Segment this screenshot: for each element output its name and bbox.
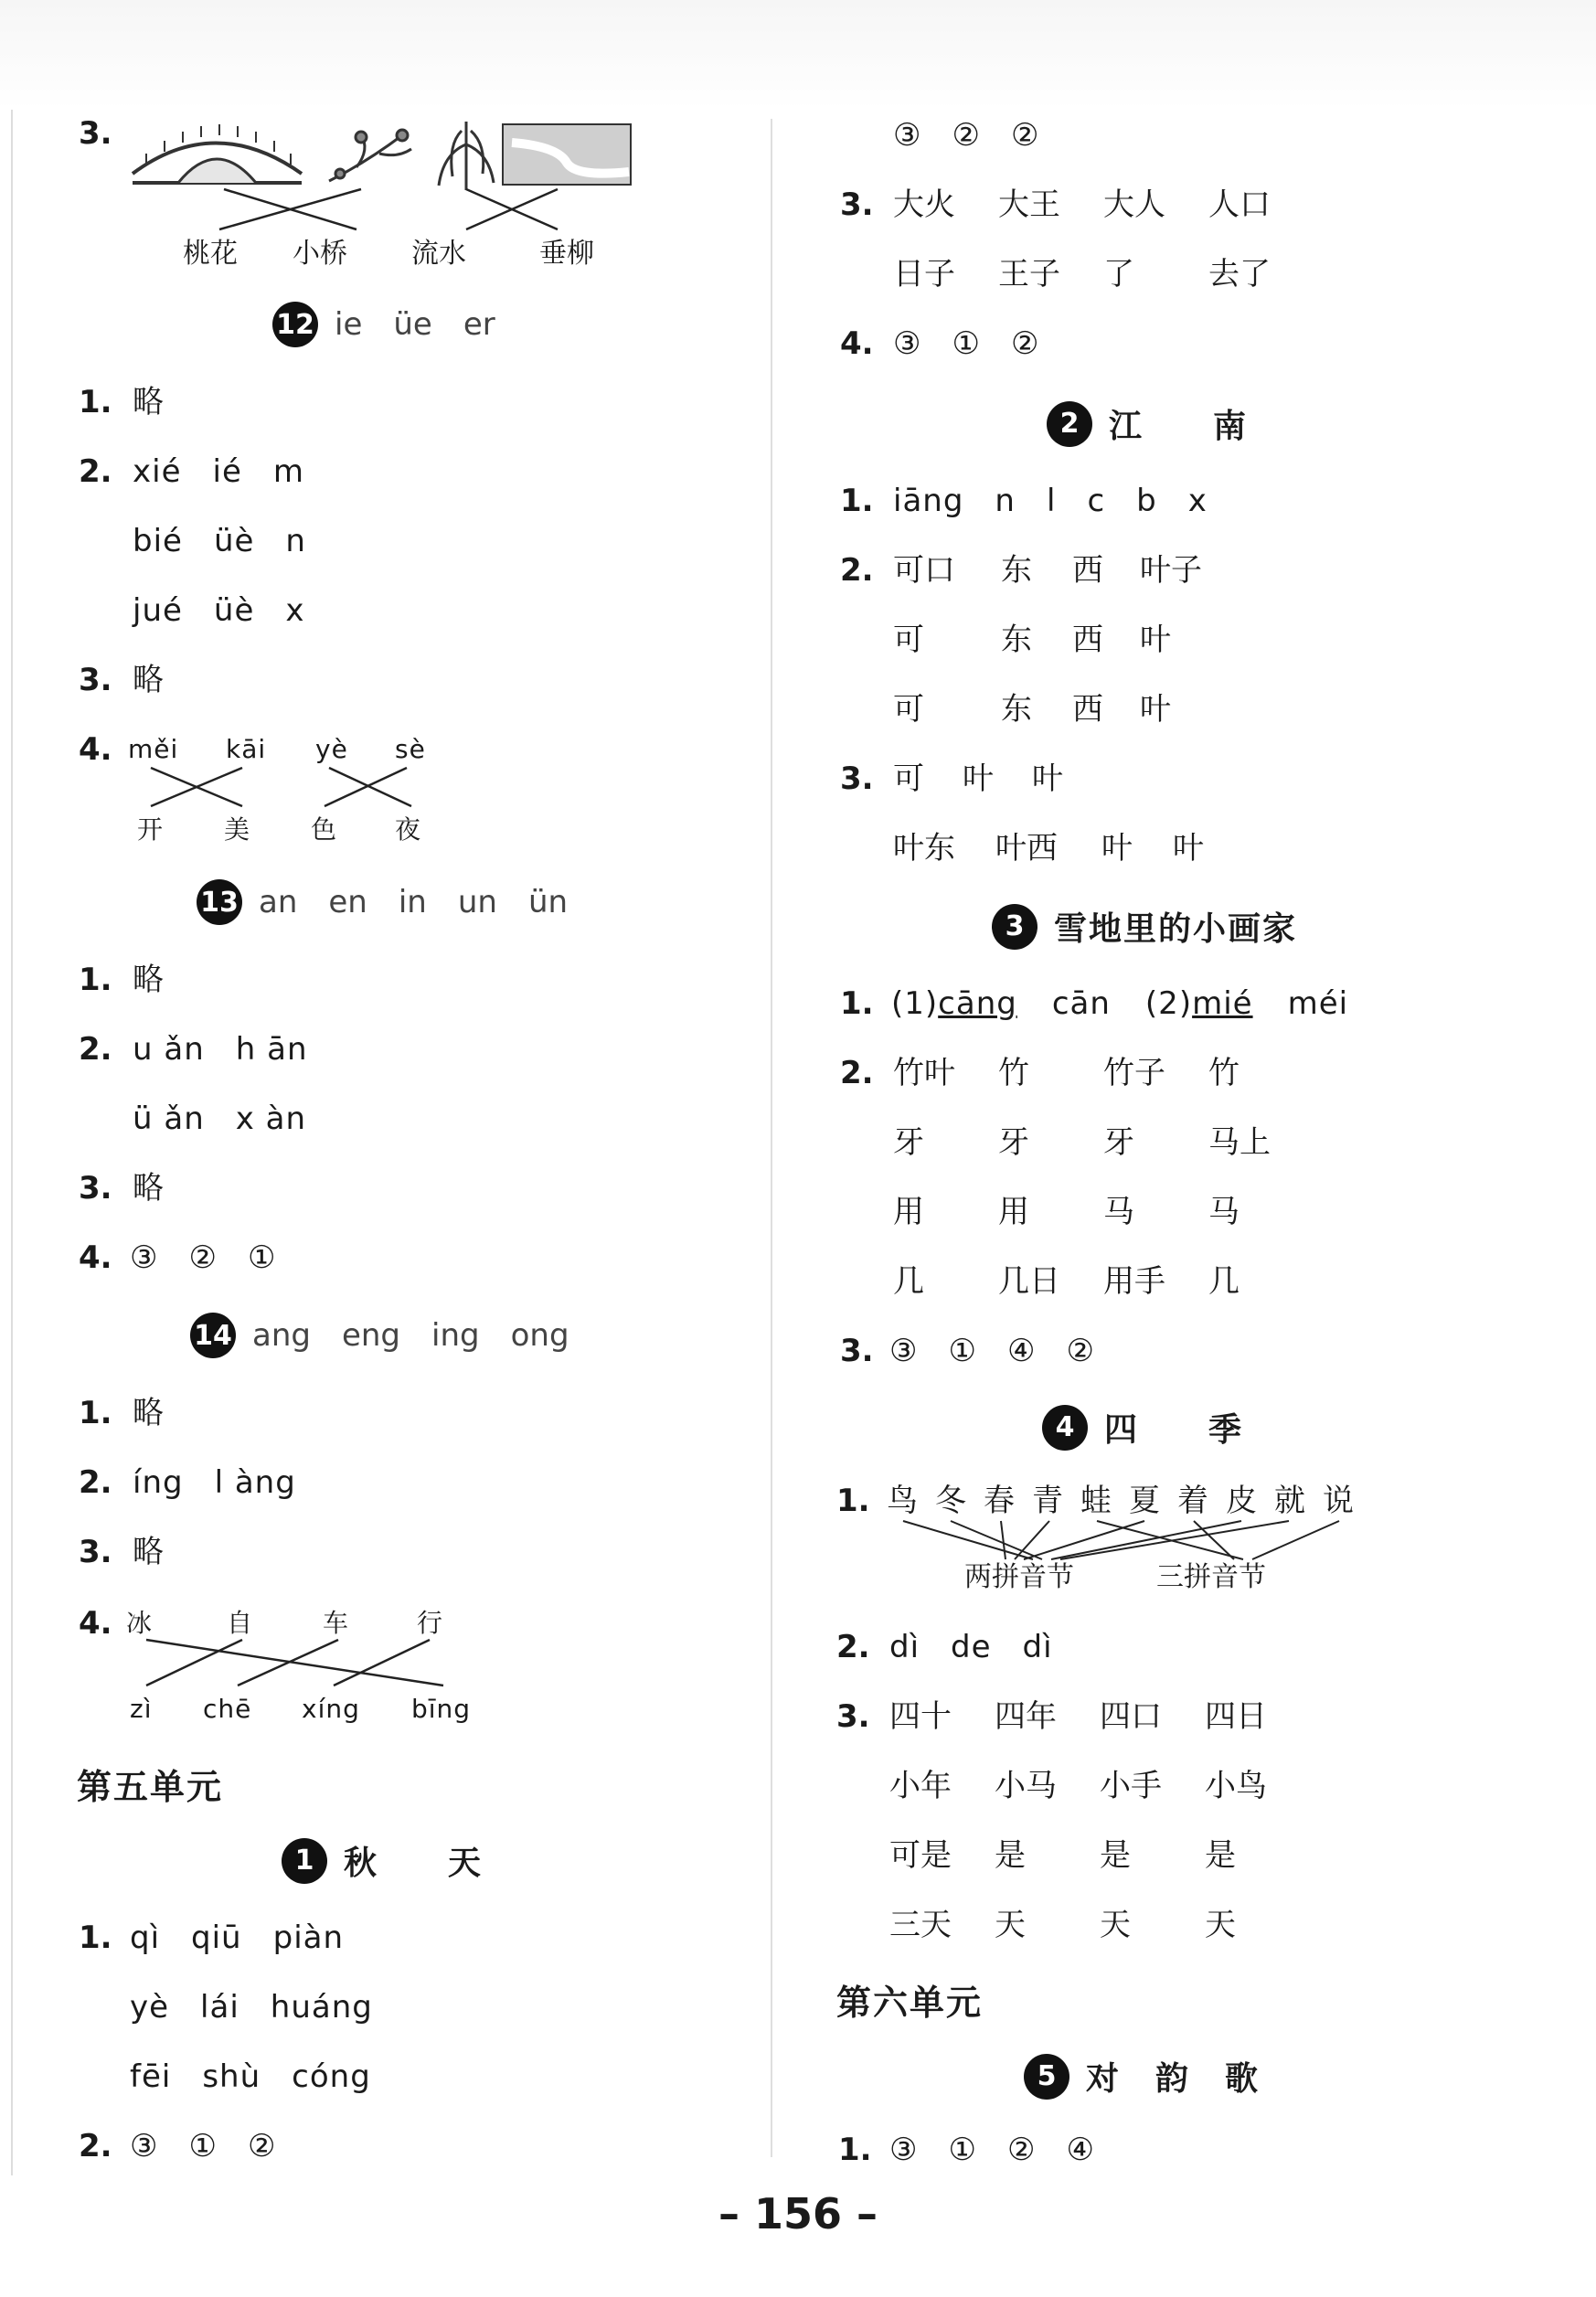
character: 车 bbox=[323, 1608, 349, 1638]
word: 马 bbox=[1208, 1194, 1240, 1230]
word: 用 bbox=[998, 1194, 1029, 1230]
word: 小马 bbox=[995, 1768, 1057, 1804]
circled-number: ③ bbox=[889, 1333, 918, 1369]
lesson-title: 秋 天 bbox=[344, 1845, 484, 1882]
pinyin: kāi bbox=[226, 734, 267, 764]
pinyin: shù bbox=[202, 2058, 261, 2095]
matching-lines bbox=[128, 187, 640, 233]
unit-title: 第六单元 bbox=[836, 1983, 984, 2023]
lesson-5-heading bbox=[1024, 2053, 1260, 2100]
pinyin: qiū bbox=[191, 1919, 242, 1956]
lesson-number-badge: 12 bbox=[272, 302, 318, 347]
word: 四口 bbox=[1100, 1698, 1162, 1735]
answer-row bbox=[889, 1629, 1084, 1665]
scene-illustrations bbox=[128, 117, 640, 190]
pinyin: ü ǎn bbox=[133, 1101, 205, 1137]
group-label: 三拼音节 bbox=[1156, 1561, 1266, 1593]
lesson-number-badge: 5 bbox=[1024, 2054, 1069, 2100]
pinyin: üè bbox=[213, 592, 255, 629]
word: 了 bbox=[1103, 256, 1134, 292]
word: 叶 bbox=[1032, 760, 1063, 797]
sound: üe bbox=[393, 306, 432, 343]
word: 西 bbox=[1072, 622, 1103, 658]
pinyin: yè bbox=[315, 734, 348, 764]
question-number: 3. bbox=[79, 662, 112, 698]
question-number: 4. bbox=[79, 731, 112, 768]
answer-text: 略 bbox=[133, 1170, 164, 1207]
pinyin: piàn bbox=[272, 1919, 345, 1956]
character: 春 bbox=[984, 1483, 1015, 1519]
answer-row bbox=[133, 1101, 337, 1137]
lesson-number-badge: 2 bbox=[1047, 401, 1092, 447]
question-number: 1. bbox=[838, 2132, 872, 2168]
pinyin: cóng bbox=[292, 2058, 371, 2095]
question-number: 1. bbox=[79, 1919, 112, 1956]
willow-picture bbox=[439, 122, 494, 190]
word: 叶子 bbox=[1140, 552, 1202, 589]
word: 牙 bbox=[998, 1124, 1029, 1161]
pinyin: jué bbox=[133, 592, 183, 629]
lesson-1-heading bbox=[282, 1837, 483, 1884]
pinyin: m bbox=[272, 453, 304, 490]
character: 蛙 bbox=[1080, 1483, 1112, 1519]
column-divider bbox=[771, 119, 772, 2157]
stream-picture bbox=[503, 124, 631, 185]
label-weeping-willow: 垂柳 bbox=[539, 238, 594, 270]
word: 大人 bbox=[1103, 186, 1165, 223]
word: 用手 bbox=[1103, 1263, 1165, 1300]
pinyin: c bbox=[1087, 483, 1106, 519]
word: 西 bbox=[1072, 552, 1103, 589]
question-number: 2. bbox=[840, 1055, 874, 1091]
lesson-3-heading bbox=[992, 903, 1297, 950]
question-number: 2. bbox=[79, 1464, 112, 1501]
sound: ang bbox=[252, 1317, 311, 1354]
question-number: 1. bbox=[840, 985, 874, 1022]
answer-row bbox=[130, 1919, 375, 1956]
lesson-12-heading bbox=[272, 302, 527, 347]
pinyin: qì bbox=[130, 1919, 161, 1956]
sound: er bbox=[463, 306, 495, 343]
character: 冰 bbox=[126, 1608, 153, 1638]
pinyin-underlined: mié bbox=[1192, 985, 1253, 1022]
character: 色 bbox=[311, 814, 337, 845]
label-flowing-water: 流水 bbox=[411, 238, 466, 270]
matching-lines bbox=[128, 1638, 475, 1689]
question-number: 4. bbox=[79, 1239, 112, 1276]
pinyin: n bbox=[285, 523, 306, 559]
answer-row bbox=[889, 2132, 1125, 2168]
word: 小鸟 bbox=[1205, 1768, 1267, 1804]
pinyin: bīng bbox=[411, 1694, 472, 1724]
pinyin-underlined: cāng bbox=[938, 985, 1017, 1022]
circled-number: ① bbox=[948, 1333, 976, 1369]
lesson-13-heading bbox=[197, 879, 599, 925]
unit-title: 第五单元 bbox=[77, 1767, 224, 1807]
lesson-number-badge: 14 bbox=[190, 1313, 236, 1358]
word: 叶 bbox=[1140, 622, 1171, 658]
word: 牙 bbox=[893, 1124, 924, 1161]
word: 东 bbox=[1001, 622, 1032, 658]
matching-lines bbox=[128, 766, 457, 810]
label-peach-blossom: 桃花 bbox=[183, 238, 238, 270]
question-number: 1. bbox=[840, 483, 874, 519]
word: 西 bbox=[1072, 691, 1103, 728]
character: 行 bbox=[417, 1608, 443, 1638]
answer-text: 略 bbox=[133, 662, 164, 698]
circled-number: ② bbox=[188, 1239, 217, 1276]
circled-number: ② bbox=[1066, 1333, 1094, 1369]
sound: ün bbox=[527, 884, 569, 920]
question-number: 2. bbox=[836, 1629, 870, 1665]
answer-row bbox=[893, 117, 1069, 154]
word: 东 bbox=[1001, 552, 1032, 589]
answer-row bbox=[130, 2128, 306, 2164]
answer-row bbox=[130, 2058, 402, 2095]
word: 可是 bbox=[889, 1837, 952, 1874]
circled-number: ④ bbox=[1066, 2132, 1094, 2168]
pinyin: x àn bbox=[235, 1101, 307, 1137]
word: 马 bbox=[1103, 1194, 1134, 1230]
pinyin: huáng bbox=[270, 1989, 373, 2026]
pinyin: fēi bbox=[130, 2058, 172, 2095]
answer-row bbox=[130, 1239, 306, 1276]
question-number: 3. bbox=[79, 1170, 112, 1207]
page-number: – 156 – bbox=[718, 2189, 878, 2239]
lesson-title: 四 季 bbox=[1104, 1411, 1244, 1449]
character: 夜 bbox=[395, 814, 421, 845]
word: 去了 bbox=[1208, 256, 1271, 292]
word: 四十 bbox=[889, 1698, 952, 1735]
lesson-title: 对 韵 歌 bbox=[1086, 2060, 1261, 2098]
pinyin: zì bbox=[130, 1694, 153, 1724]
pinyin: l àng bbox=[214, 1464, 296, 1501]
character: 夏 bbox=[1129, 1483, 1160, 1519]
pinyin: h ān bbox=[235, 1031, 308, 1068]
word: 用 bbox=[893, 1194, 924, 1230]
word: 小手 bbox=[1100, 1768, 1162, 1804]
circled-number: ③ bbox=[893, 325, 921, 362]
sound: ie bbox=[335, 306, 363, 343]
sound: eng bbox=[341, 1317, 401, 1354]
character: 皮 bbox=[1226, 1483, 1257, 1519]
word: 可 bbox=[893, 760, 924, 797]
question-number: 3. bbox=[840, 1333, 874, 1369]
word: 天 bbox=[1100, 1907, 1131, 1943]
word: 日子 bbox=[893, 256, 955, 292]
pinyin: l bbox=[1046, 483, 1057, 519]
pinyin: u ǎn bbox=[133, 1031, 205, 1068]
pinyin: yè bbox=[130, 1989, 170, 2026]
sound: ong bbox=[510, 1317, 569, 1354]
character: 鸟 bbox=[887, 1483, 918, 1519]
word: 可 bbox=[893, 691, 924, 728]
question-number: 1. bbox=[79, 384, 112, 420]
circled-number: ① bbox=[247, 1239, 276, 1276]
question-number: 1. bbox=[79, 962, 112, 998]
sound: un bbox=[457, 884, 497, 920]
pinyin: x bbox=[285, 592, 305, 629]
word: 东 bbox=[1001, 691, 1032, 728]
sound: ing bbox=[431, 1317, 480, 1354]
circled-number: ③ bbox=[130, 2128, 158, 2164]
character: 青 bbox=[1032, 1483, 1063, 1519]
word: 几 bbox=[1208, 1263, 1240, 1300]
matching-lines bbox=[887, 1519, 1362, 1563]
bridge-picture bbox=[133, 124, 302, 183]
word: 王子 bbox=[998, 256, 1060, 292]
question-number: 1. bbox=[79, 1395, 112, 1431]
answer-text: 略 bbox=[133, 962, 164, 998]
character: 开 bbox=[137, 814, 164, 845]
lesson-number-badge: 4 bbox=[1042, 1405, 1088, 1451]
word: 竹子 bbox=[1103, 1055, 1165, 1091]
word: 是 bbox=[1100, 1837, 1131, 1874]
answer-row bbox=[133, 523, 337, 559]
pinyin: üè bbox=[213, 523, 255, 559]
question-number: 4. bbox=[840, 325, 874, 362]
character: 就 bbox=[1274, 1483, 1305, 1519]
pinyin: b bbox=[1136, 483, 1157, 519]
word: 竹 bbox=[998, 1055, 1029, 1091]
sub-label: (2) bbox=[1144, 985, 1193, 1022]
picture-labels-row bbox=[183, 236, 625, 272]
word: 竹叶 bbox=[893, 1055, 955, 1091]
pinyin: lái bbox=[200, 1989, 239, 2026]
question-number: 2. bbox=[79, 2128, 112, 2164]
question-number: 1. bbox=[836, 1483, 870, 1519]
answer-text: 略 bbox=[133, 384, 164, 420]
pinyin: dì bbox=[1022, 1629, 1053, 1665]
lesson-14-heading bbox=[190, 1313, 601, 1358]
pinyin: měi bbox=[128, 734, 179, 764]
circled-number: ① bbox=[952, 325, 980, 362]
left-margin-rule bbox=[11, 110, 13, 2175]
lesson-4-heading bbox=[1042, 1404, 1243, 1451]
word: 天 bbox=[995, 1907, 1026, 1943]
circled-number: ① bbox=[188, 2128, 217, 2164]
sound: an bbox=[259, 884, 298, 920]
circled-number: ③ bbox=[893, 117, 921, 154]
sound: in bbox=[398, 884, 427, 920]
word: 几日 bbox=[998, 1263, 1060, 1300]
word: 叶 bbox=[1173, 830, 1204, 867]
word: 三天 bbox=[889, 1907, 952, 1943]
answer-row bbox=[133, 1031, 339, 1068]
character: 说 bbox=[1323, 1483, 1354, 1519]
word: 天 bbox=[1205, 1907, 1236, 1943]
pinyin: x bbox=[1187, 483, 1208, 519]
pinyin: dì bbox=[889, 1629, 920, 1665]
question-number: 3. bbox=[836, 1698, 870, 1735]
word: 可 bbox=[893, 622, 924, 658]
circled-number: ③ bbox=[130, 1239, 158, 1276]
circled-number: ② bbox=[952, 117, 980, 154]
pinyin: de bbox=[951, 1629, 992, 1665]
character: 自 bbox=[227, 1608, 253, 1638]
word: 是 bbox=[1205, 1837, 1236, 1874]
answer-text: 略 bbox=[133, 1534, 164, 1570]
answer-row bbox=[893, 483, 1239, 519]
question-number: 4. bbox=[79, 1605, 112, 1642]
pinyin: ié bbox=[212, 453, 242, 490]
question-number: 2. bbox=[79, 453, 112, 490]
group-label: 两拼音节 bbox=[964, 1561, 1074, 1593]
pinyin: íng bbox=[133, 1464, 184, 1501]
word: 叶西 bbox=[995, 830, 1058, 867]
question-number: 3. bbox=[840, 760, 874, 797]
word: 叶 bbox=[1101, 830, 1133, 867]
answer-row bbox=[133, 592, 336, 629]
answer-row bbox=[893, 325, 1069, 362]
circled-number: ④ bbox=[1006, 1333, 1036, 1369]
answer-row bbox=[133, 453, 335, 490]
pinyin: iāng bbox=[893, 483, 964, 519]
word: 大火 bbox=[893, 186, 955, 223]
answer-text: 略 bbox=[133, 1395, 164, 1431]
pinyin: méi bbox=[1287, 985, 1349, 1022]
circled-number: ① bbox=[948, 2132, 976, 2168]
word: 四日 bbox=[1205, 1698, 1267, 1735]
character: 美 bbox=[224, 814, 250, 845]
word: 可口 bbox=[893, 552, 955, 589]
lesson-title: 雪地里的小画家 bbox=[1054, 910, 1298, 948]
lesson-number-badge: 3 bbox=[992, 904, 1037, 950]
sub-label: (1) bbox=[891, 985, 939, 1022]
question-number: 2. bbox=[79, 1031, 112, 1068]
word: 四年 bbox=[995, 1698, 1057, 1735]
word: 是 bbox=[995, 1837, 1026, 1874]
word: 叶东 bbox=[893, 830, 955, 867]
pinyin: xíng bbox=[302, 1694, 360, 1724]
pinyin: chē bbox=[203, 1694, 252, 1724]
circled-number: ③ bbox=[889, 2132, 918, 2168]
answer-row bbox=[133, 1464, 327, 1501]
character: 冬 bbox=[935, 1483, 966, 1519]
pinyin: bié bbox=[133, 523, 183, 559]
lesson-number-badge: 1 bbox=[282, 1838, 327, 1884]
question-number: 3. bbox=[79, 1534, 112, 1570]
word: 牙 bbox=[1103, 1124, 1134, 1161]
word: 叶 bbox=[963, 760, 994, 797]
pinyin: n bbox=[995, 483, 1016, 519]
word: 竹 bbox=[1208, 1055, 1240, 1091]
circled-number: ② bbox=[1010, 325, 1039, 362]
question-number: 3. bbox=[79, 115, 112, 152]
answer-row bbox=[891, 985, 1348, 1022]
answer-row bbox=[130, 1989, 404, 2026]
question-number: 3. bbox=[840, 186, 874, 223]
word: 小年 bbox=[889, 1768, 952, 1804]
character: 着 bbox=[1177, 1483, 1208, 1519]
pinyin: sè bbox=[395, 734, 426, 764]
answer-row bbox=[889, 1333, 1125, 1369]
lesson-title: 江 南 bbox=[1109, 408, 1249, 445]
lesson-number-badge: 13 bbox=[197, 879, 242, 925]
circled-number: ② bbox=[1010, 117, 1039, 154]
word: 人口 bbox=[1208, 186, 1271, 223]
word: 几 bbox=[893, 1263, 924, 1300]
word: 大王 bbox=[998, 186, 1060, 223]
circled-number: ② bbox=[247, 2128, 276, 2164]
pinyin: xié bbox=[133, 453, 182, 490]
sound: en bbox=[328, 884, 367, 920]
question-number: 2. bbox=[840, 552, 874, 589]
lesson-2-heading bbox=[1047, 400, 1248, 447]
circled-number: ② bbox=[1006, 2132, 1036, 2168]
label-small-bridge: 小桥 bbox=[293, 238, 347, 270]
word: 叶 bbox=[1140, 691, 1171, 728]
pinyin: cān bbox=[1051, 985, 1111, 1022]
word: 马上 bbox=[1208, 1124, 1271, 1161]
peach-blossom-picture bbox=[329, 130, 411, 181]
